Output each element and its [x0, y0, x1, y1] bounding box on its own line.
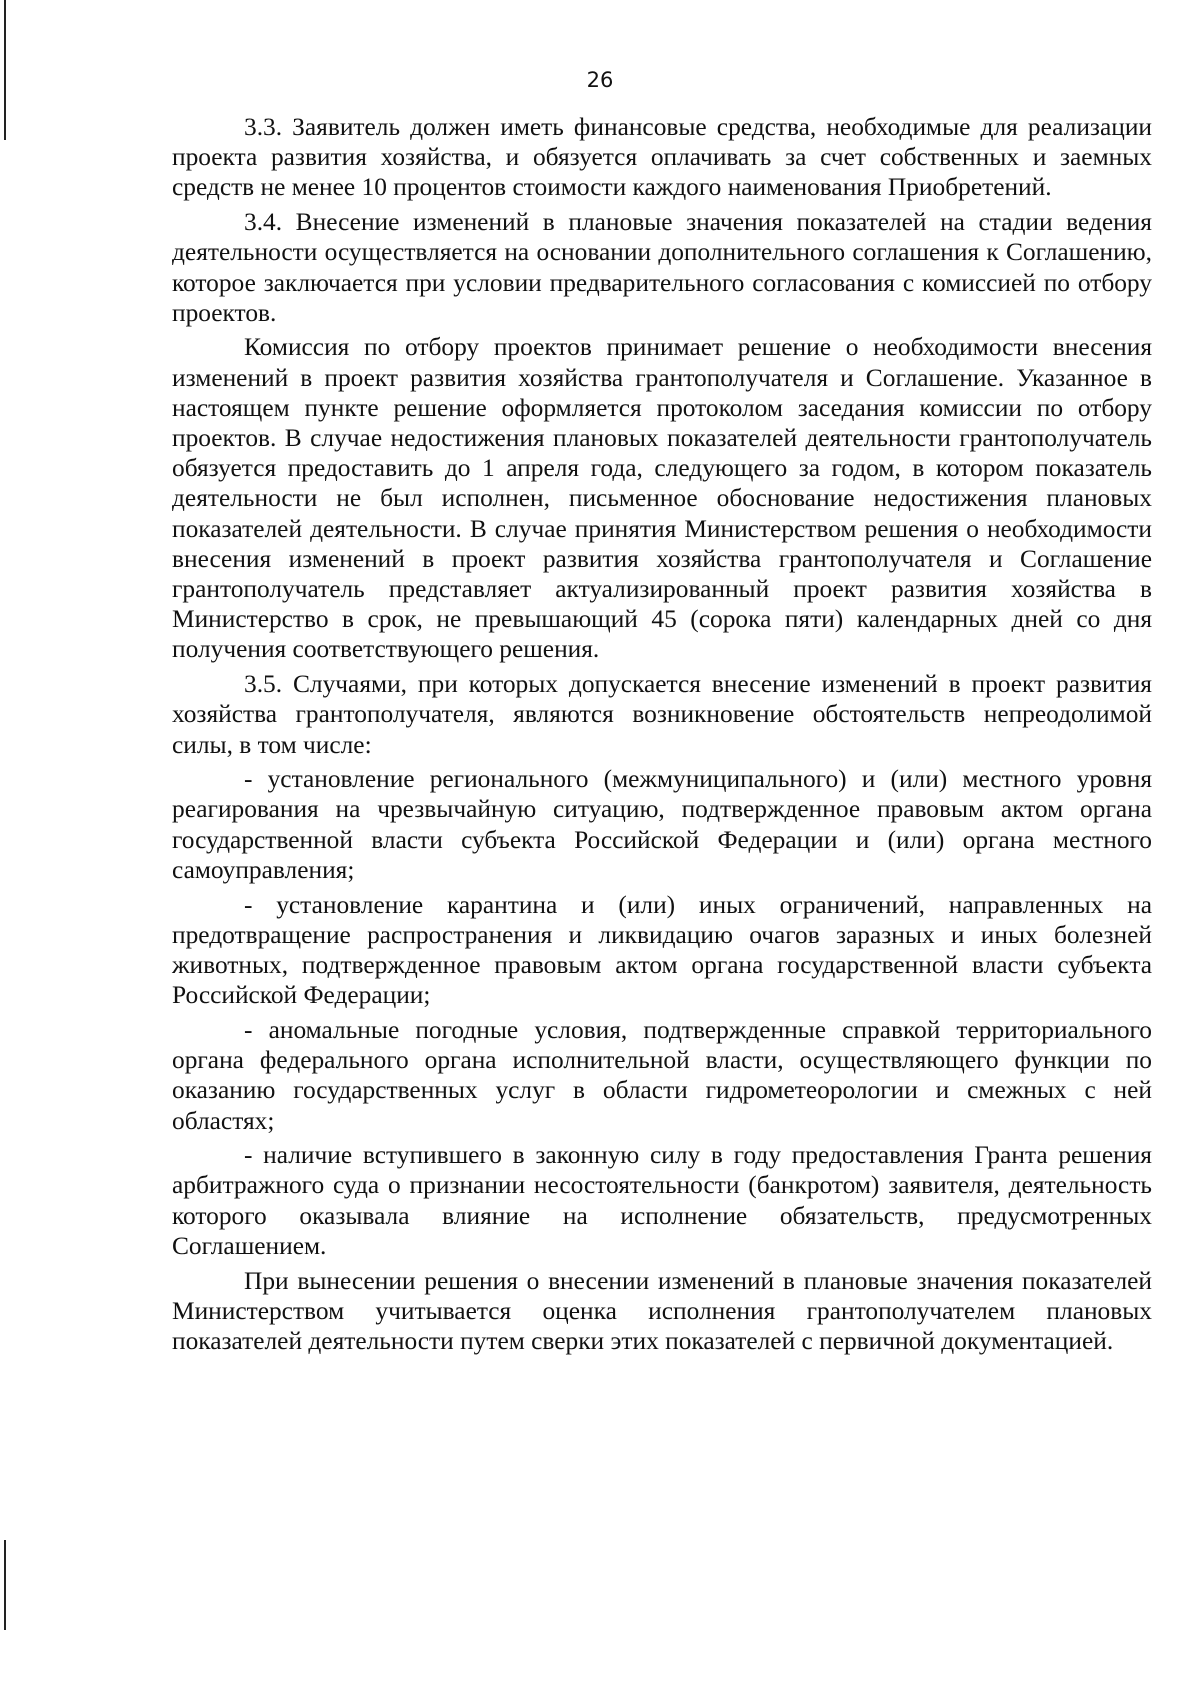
list-item-weather: - аномальные погодные условия, подтвержденные справкой территориального органа федерального органа исполнительной власти, осуществляющего функции по оказанию государственных услуг в области гидрометеорологии и смежных с ней областях;: [172, 1015, 1152, 1135]
list-item-bankruptcy: - наличие вступившего в законную силу в году предоставления Гранта решения арбитражного суда о признании несостоятельности (банкротом) заявителя, деятельность которого оказывала влияние на исполнение обязательств, предусмотренных Соглашением.: [172, 1141, 1152, 1260]
document-body: [172, 112, 1152, 1356]
paragraph-3-4: 3.4. Внесение изменений в плановые значения показателей на стадии ведения деятельности осуществляется на основании дополнительного соглашения к Соглашению, которое заключается при условии предварительного согласования с комиссией по отбору проектов.: [172, 208, 1152, 327]
page-number: 26: [586, 68, 614, 92]
list-item-regional-emergency: - установление регионального (межмуниципального) и (или) местного уровня реагирования на чрезвычайную ситуацию, подтвержденное правовым актом органа государственной власти субъекта Российской Федерации и (или) органа местного самоуправления;: [172, 765, 1152, 884]
list-item-quarantine: - установление карантина и (или) иных ограничений, направленных на предотвращение распространения и ликвидацию очагов заразных и иных болезней животных, подтвержденное правовым актом органа государственной власти субъекта Российской Федерации;: [172, 890, 1152, 1010]
paragraph-3-3: 3.3. Заявитель должен иметь финансовые средства, необходимые для реализации проекта развития хозяйства, и обязуется оплачивать за счет собственных и заемных средств не менее 10 процентов стоимости каждого наименования Приобретений.: [172, 113, 1152, 202]
paragraph-3-5: 3.5. Случаями, при которых допускается внесение изменений в проект развития хозяйства грантополучателя, являются возникновение обстоятельств непреодолимой силы, в том числе:: [172, 670, 1152, 759]
scan-edge-line: [4, 1540, 6, 1630]
paragraph-commission: Комиссия по отбору проектов принимает решение о необходимости внесения изменений в проект развития хозяйства грантополучателя и Соглашение. Указанное в настоящем пункте решение оформляется протоколом заседания комиссии по отбору проектов. В случае недостижения плановых показателей деятельности грантополучатель обязуется предоставить до 1 апреля года, следующего за годом, в котором показатель деятельности не был исполнен, письменное обоснование недостижения плановых показателей деятельности. В случае принятия Министерством решения о необходимости внесения изменений в проект развития хозяйства грантополучателя и Соглашение грантополучатель представляет актуализированный проект развития хозяйства в Министерство в срок, не превышающий 45 (сорока пяти) календарных дней со дня получения соответствующего решения.: [172, 333, 1152, 664]
paragraph-final: При вынесении решения о внесении изменений в плановые значения показателей Министерством учитывается оценка исполнения грантополучателем плановых показателей деятельности путем сверки этих показателей с первичной документацией.: [172, 1266, 1152, 1355]
